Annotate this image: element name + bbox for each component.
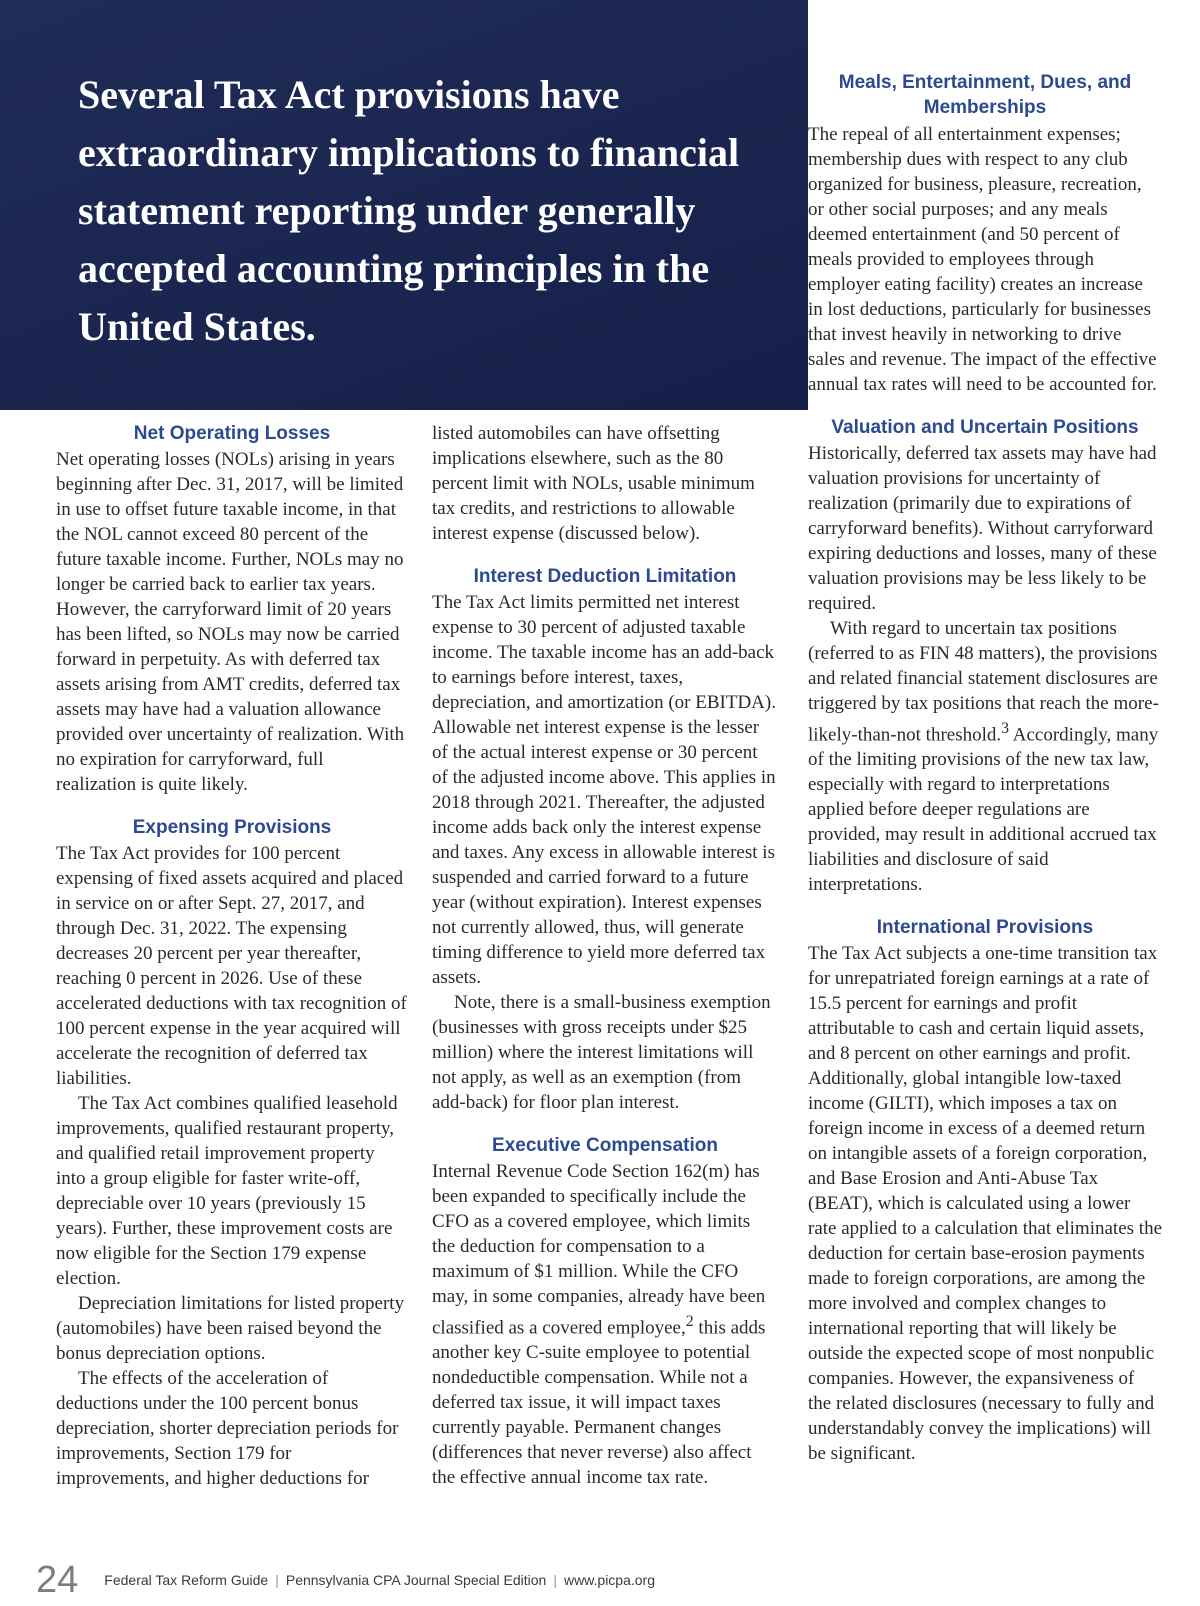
paragraph: The effects of the acceleration of deductions under the 100 percent bonus depreciation, shorter depreciation periods for improvements, Section 179 for improvements, and higher deductions for [56, 1368, 399, 1489]
footer-separator: | [275, 1572, 279, 1588]
pull-quote: Several Tax Act provisions have extraordinary implications to financial statement reporting under generally accepted accounting principles in the United States. [78, 72, 740, 349]
text-run: Accordingly, many of the limiting provisions of the new tax law, especially with regard to interpretations applied before deeper regulations are provided, may result in additional accrued tax liabilities and disclosure of said interpretations. [808, 724, 1159, 896]
paragraph [432, 1159, 778, 1490]
paragraph: The Tax Act combines qualified leasehold improvements, qualified restaurant property, and qualified retail improvement property into a group eligible for faster write-off, depreciable over 10 years (previously 15 years). Further, these improvement costs are now eligible for the Section 179 expense election. [56, 1093, 398, 1289]
pull-quote-panel [0, 0, 808, 410]
footer-separator: | [553, 1572, 557, 1588]
section-heading-executive-compensation: Executive Compensation [492, 1135, 718, 1156]
text-run: this adds another key C-suite employee to potential nondeductible compensation. While not a deferred tax issue, it will impact taxes currently payable. Permanent changes (differences that never reverse) also affect the effective annual income tax rate. [432, 1317, 766, 1489]
page-number: 24 [36, 1559, 79, 1601]
footnote-ref: 2 [685, 1313, 694, 1330]
section-heading-valuation-uncertain-positions: Valuation and Uncertain Positions [831, 417, 1139, 438]
section-heading-expensing-provisions: Expensing Provisions [132, 817, 332, 838]
section-heading-meals-entertainment: Meals, Entertainment, Dues, and Memberships [838, 72, 1132, 118]
paragraph: Depreciation limitations for listed property (automobiles) have been raised beyond the bonus depreciation options. [56, 1293, 405, 1364]
journal-title: Pennsylvania CPA Journal Special Edition [285, 1572, 547, 1588]
column-2 [432, 421, 778, 1490]
footnote-ref: 3 [1001, 720, 1010, 737]
website-link[interactable]: www.picpa.org [563, 1572, 655, 1588]
section-heading-interest-deduction-limitation: Interest Deduction Limitation [473, 566, 737, 587]
paragraph: The Tax Act provides for 100 percent expensing of fixed assets acquired and placed in service on or after Sept. 27, 2017, and through Dec. 31, 2022. The expensing decreases 20 percent per year thereafter, reaching 0 percent in 2026. Use of these accelerated deductions with tax recognition of 100 percent expense in the year acquired will accelerate the recognition of deferred tax liabilities. [56, 843, 407, 1089]
paragraph: The Tax Act subjects a one-time transition tax for unrepatriated foreign earnings at a rate of 15.5 percent for earnings and profit attributable to cash and certain liquid assets, and 8 percent on other earnings and profit. Additionally, global intangible low-taxed income (GILTI), which imposes a tax on foreign income in excess of a deemed return on intangible assets of a foreign corporation, and Base Erosion and Anti-Abuse Tax (BEAT), which is calculated using a lower rate applied to a calculation that eliminates the deduction for certain base-erosion payments made to foreign corporations, are among the more involved and complex changes to international reporting that will likely be outside the expected scope of most nonpublic companies. However, the expansiveness of the related disclosures (necessary to fully and understandably convey the implications) will be significant. [808, 943, 1162, 1465]
page-footer [36, 1558, 1166, 1602]
paragraph [808, 616, 1162, 897]
section-heading-international-provisions: International Provisions [876, 917, 1094, 939]
text-run: Internal Revenue Code Section 162(m) has been expanded to specifically include the CFO as a covered employee, which limits the deduction for compensation to a maximum of $1 million. While the CFO may, in some companies, already have been classified as a covered employee, [432, 1161, 766, 1339]
paragraph: Note, there is a small-business exemption (businesses with gross receipts under $25 million) where the interest limitations will not apply, as well as an exemption (from add-back) for floor plan interest. [432, 992, 771, 1113]
paragraph: Historically, deferred tax assets may have had valuation provisions for uncertainty of realization (primarily due to expirations of carryforward benefits). Without carryforward expiring deductions and losses, many of these valuation provisions may be less likely to be required. [808, 443, 1157, 614]
text-run: With regard to uncertain tax positions (referred to as FIN 48 matters), the provisions and related financial statement disclosures are triggered by tax positions that reach the more-likely-than-not threshold. [808, 618, 1159, 746]
section-heading-net-operating-losses: Net Operating Losses [133, 423, 331, 444]
column-1 [56, 421, 408, 1491]
paragraph: The Tax Act limits permitted net interest expense to 30 percent of adjusted taxable income. The taxable income has an add-back to earnings before interest, taxes, depreciation, and amortization (or EBITDA). Allowable net interest expense is the lesser of the actual interest expense or 30 percent of the adjusted income above. This applies in 2018 through 2021. Thereafter, the adjusted income adds back only the interest expense and taxes. Any excess in allowable interest is suspended and carried forward to a future year (without expiration). Interest expenses not currently allowed, thus, will generate timing difference to yield more deferred tax assets. [432, 592, 776, 988]
column-3 [808, 70, 1162, 1466]
paragraph: Net operating losses (NOLs) arising in years beginning after Dec. 31, 2017, will be limited in use to offset future taxable income, in that the NOL cannot exceed 80 percent of the future taxable income. Further, NOLs may no longer be carried back to earlier tax years. However, the carryforward limit of 20 years has been lifted, so NOLs may now be carried forward in perpetuity. As with deferred tax assets arising from AMT credits, deferred tax assets may have had a valuation allowance provided over uncertainty of realization. With no expiration for carryforward, full realization is quite likely. [56, 449, 405, 795]
publication-title: Federal Tax Reform Guide [104, 1572, 269, 1588]
paragraph: The repeal of all entertainment expenses; membership dues with respect to any club organized for business, pleasure, recreation, or other social purposes; and any meals deemed entertainment (and 50 percent of meals provided to employees through employer eating facility) creates an increase in lost deductions, particularly for businesses that invest heavily in networking to drive sales and revenue. The impact of the effective annual tax rates will need to be accounted for. [808, 124, 1157, 395]
paragraph-continued: listed automobiles can have offsetting implications elsewhere, such as the 80 percent limit with NOLs, usable minimum tax credits, and restrictions to allowable interest expense (discussed below). [432, 423, 755, 544]
